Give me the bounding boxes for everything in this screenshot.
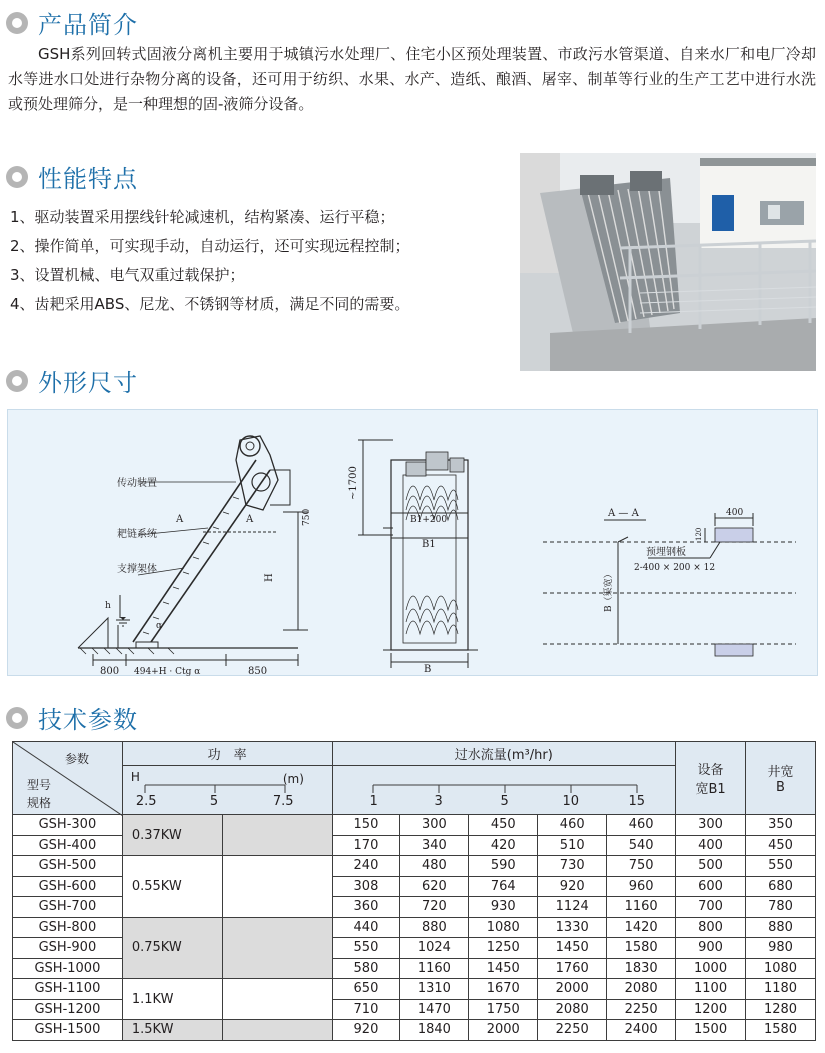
power-cell: 1.5KW: [122, 1020, 222, 1041]
flow-cell: 1470: [400, 999, 469, 1020]
flow-cell: 308: [332, 876, 400, 897]
b-cell: 450: [746, 835, 816, 856]
bullet-icon: [6, 166, 28, 188]
flow-cell: 1330: [538, 917, 607, 938]
flow-cell: 1420: [607, 917, 676, 938]
feature-item: 2、操作简单，可实现手动，自动运行，还可实现远程控制；: [10, 237, 410, 255]
model-cell: GSH-1500: [13, 1020, 123, 1041]
feature-item: 4、齿耙采用ABS、尼龙、不锈钢等材质，满足不同的需要。: [10, 295, 410, 313]
power-axis-label: H: [130, 770, 140, 784]
flow-cell: 2000: [469, 1020, 538, 1041]
flow-cell: 170: [332, 835, 400, 856]
flow-cell: 450: [469, 815, 538, 836]
b1-cell: 400: [676, 835, 746, 856]
params-title: 技术参数: [38, 706, 138, 734]
features-title: 性能特点: [38, 165, 138, 193]
feature-item: 3、设置机械、电气双重过载保护；: [10, 266, 245, 284]
flow-cell: 1580: [607, 938, 676, 959]
b-cell: 680: [746, 876, 816, 897]
flow-cell: 2000: [538, 979, 607, 1000]
model-cell: GSH-800: [13, 917, 123, 938]
flow-cell: 930: [469, 897, 538, 918]
flow-cell: 1750: [469, 999, 538, 1020]
power-axis-unit: (m): [282, 772, 304, 786]
dim-1700: ~1700: [348, 466, 359, 500]
flow-tick: 15: [628, 794, 646, 809]
flow-cell: 750: [607, 856, 676, 877]
b-cell: 780: [746, 897, 816, 918]
b1-header-line-2: 宽B1: [695, 782, 726, 797]
table-row: [13, 979, 816, 1000]
dim-750: 750: [302, 508, 312, 526]
power-tick: 5: [209, 794, 219, 809]
power-band: [222, 1020, 332, 1041]
flow-cell: 550: [332, 938, 400, 959]
bullet-icon: [6, 370, 28, 392]
flow-cell: 650: [332, 979, 400, 1000]
intro-heading: [6, 5, 138, 40]
power-cell: 0.75KW: [122, 917, 222, 979]
b-header: [746, 742, 816, 815]
model-cell: GSH-600: [13, 876, 123, 897]
flow-cell: 2080: [607, 979, 676, 1000]
flow-axis: [332, 766, 676, 815]
flow-cell: 150: [332, 815, 400, 836]
flow-cell: 1450: [469, 958, 538, 979]
flow-cell: 2080: [538, 999, 607, 1020]
flow-cell: 1450: [538, 938, 607, 959]
flow-cell: 620: [400, 876, 469, 897]
label-a-left: A: [176, 514, 184, 525]
label-support: 支撑架体: [117, 564, 157, 575]
flow-cell: 1670: [469, 979, 538, 1000]
b1-header-line-1: 设备: [697, 763, 724, 778]
power-band: [222, 815, 332, 856]
dim-alpha: α: [156, 621, 163, 631]
flow-cell: 1124: [538, 897, 607, 918]
label-chain: 耙链系统: [117, 529, 157, 540]
b1-header: [676, 742, 746, 815]
b-cell: 880: [746, 917, 816, 938]
b-header-line-1: 井宽: [767, 765, 794, 780]
power-tick: 2.5: [135, 794, 157, 809]
flow-cell: 2250: [538, 1020, 607, 1041]
dim-b: B: [424, 664, 432, 675]
flow-cell: 710: [332, 999, 400, 1020]
model-cell: GSH-400: [13, 835, 123, 856]
flow-cell: 730: [538, 856, 607, 877]
power-cell: 1.1KW: [122, 979, 222, 1020]
power-tick: 7.5: [272, 794, 294, 809]
table-row: [13, 815, 816, 836]
spec-table: [12, 741, 816, 1041]
model-cell: GSH-300: [13, 815, 123, 836]
product-photo: [520, 153, 816, 371]
b-cell: 980: [746, 938, 816, 959]
b1-cell: 500: [676, 856, 746, 877]
features-list: [10, 203, 410, 319]
flow-cell: 1310: [400, 979, 469, 1000]
power-band: [222, 979, 332, 1020]
intro-paragraph: GSH系列回转式固液分离机主要用于城镇污水处理厂、住宅小区预处理装置、市政污水管渠道、自来水厂和电厂冷却水等进水口处进行杂物分离的设备，还可用于纺织、水果、水产、造纸、酿酒、屠宰、制革等行业的生产工艺中进行水洗或预处理筛分，是一种理想的固-液筛分设备。: [8, 45, 816, 113]
power-cell: 0.37KW: [122, 815, 222, 856]
b1-cell: 1200: [676, 999, 746, 1020]
flow-cell: 880: [400, 917, 469, 938]
flow-cell: 920: [538, 876, 607, 897]
model-cell: GSH-1000: [13, 958, 123, 979]
flow-tick: 1: [369, 794, 378, 809]
flow-cell: 1080: [469, 917, 538, 938]
flow-cell: 360: [332, 897, 400, 918]
model-cell: GSH-1200: [13, 999, 123, 1020]
corner-header: [13, 742, 123, 815]
table-row: [13, 1020, 816, 1041]
flow-cell: 1830: [607, 958, 676, 979]
b1-cell: 1000: [676, 958, 746, 979]
dims-title: 外形尺寸: [38, 369, 138, 397]
params-heading: [6, 700, 138, 735]
table-row: [13, 856, 816, 877]
dim-b1: B1: [422, 539, 436, 550]
b1-cell: 900: [676, 938, 746, 959]
flow-cell: 420: [469, 835, 538, 856]
power-band: [222, 917, 332, 979]
b-cell: 1180: [746, 979, 816, 1000]
model-cell: GSH-700: [13, 897, 123, 918]
flow-tick: 3: [434, 794, 443, 809]
flow-cell: 2250: [607, 999, 676, 1020]
dim-800: 800: [100, 666, 120, 677]
flow-cell: 300: [400, 815, 469, 836]
flow-cell: 2400: [607, 1020, 676, 1041]
flow-cell: 1160: [607, 897, 676, 918]
flow-cell: 720: [400, 897, 469, 918]
flow-cell: 590: [469, 856, 538, 877]
power-header: 功 率: [122, 742, 332, 766]
flow-cell: 460: [538, 815, 607, 836]
flow-cell: 240: [332, 856, 400, 877]
power-band: [222, 856, 332, 918]
intro-title: 产品简介: [38, 11, 138, 39]
b-cell: 550: [746, 856, 816, 877]
flow-cell: 1160: [400, 958, 469, 979]
flow-cell: 1840: [400, 1020, 469, 1041]
flow-cell: 540: [607, 835, 676, 856]
model-cell: GSH-500: [13, 856, 123, 877]
flow-cell: 340: [400, 835, 469, 856]
dimension-drawing: [7, 409, 818, 676]
corner-bottom-label-2: 规格: [27, 796, 52, 810]
flow-cell: 580: [332, 958, 400, 979]
plate-label: 预埋钢板: [646, 547, 686, 558]
dim-494: 494+H · Ctg α: [134, 667, 201, 677]
corner-bottom-label-1: 型号: [27, 778, 52, 792]
b1-cell: 600: [676, 876, 746, 897]
bullet-icon: [6, 12, 28, 34]
dims-heading: [6, 363, 138, 398]
flow-cell: 920: [332, 1020, 400, 1041]
dim-b1-200: B1+200: [410, 515, 448, 525]
b1-cell: 1100: [676, 979, 746, 1000]
model-cell: GSH-1100: [13, 979, 123, 1000]
dim-850: 850: [248, 666, 268, 677]
plate-spec: 2-400 × 200 × 12: [634, 563, 716, 573]
flow-cell: 1760: [538, 958, 607, 979]
b1-cell: 700: [676, 897, 746, 918]
flow-cell: 1024: [400, 938, 469, 959]
model-cell: GSH-900: [13, 938, 123, 959]
flow-cell: 510: [538, 835, 607, 856]
dim-120: 120: [695, 527, 703, 541]
b-cell: 1080: [746, 958, 816, 979]
flow-cell: 460: [607, 815, 676, 836]
b1-cell: 1500: [676, 1020, 746, 1041]
bullet-icon: [6, 707, 28, 729]
b1-cell: 800: [676, 917, 746, 938]
dim-h-lower: h: [105, 601, 111, 611]
flow-tick: 10: [562, 794, 580, 809]
flow-cell: 480: [400, 856, 469, 877]
flow-tick: 5: [500, 794, 509, 809]
b1-cell: 300: [676, 815, 746, 836]
corner-top-label: 参数: [65, 752, 90, 766]
b-cell: 1580: [746, 1020, 816, 1041]
feature-item: 1、驱动装置采用摆线针轮减速机，结构紧凑、运行平稳；: [10, 208, 395, 226]
b-header-line-2: B: [776, 780, 785, 795]
b-cell: 350: [746, 815, 816, 836]
dim-400: 400: [726, 508, 744, 518]
section-title: A — A: [608, 508, 639, 519]
power-cell: 0.55KW: [122, 856, 222, 918]
flow-cell: 440: [332, 917, 400, 938]
channel-width: B（渠宽）: [604, 569, 614, 612]
b-cell: 1280: [746, 999, 816, 1020]
label-drive: 传动装置: [117, 478, 157, 489]
table-row: [13, 917, 816, 938]
flow-cell: 764: [469, 876, 538, 897]
features-heading: [6, 159, 138, 194]
flow-header: 过水流量(m³/hr): [332, 742, 676, 766]
label-a-right: A: [246, 514, 254, 525]
power-axis: [122, 766, 332, 815]
flow-cell: 960: [607, 876, 676, 897]
flow-cell: 1250: [469, 938, 538, 959]
dim-h-upper: H: [264, 573, 275, 582]
